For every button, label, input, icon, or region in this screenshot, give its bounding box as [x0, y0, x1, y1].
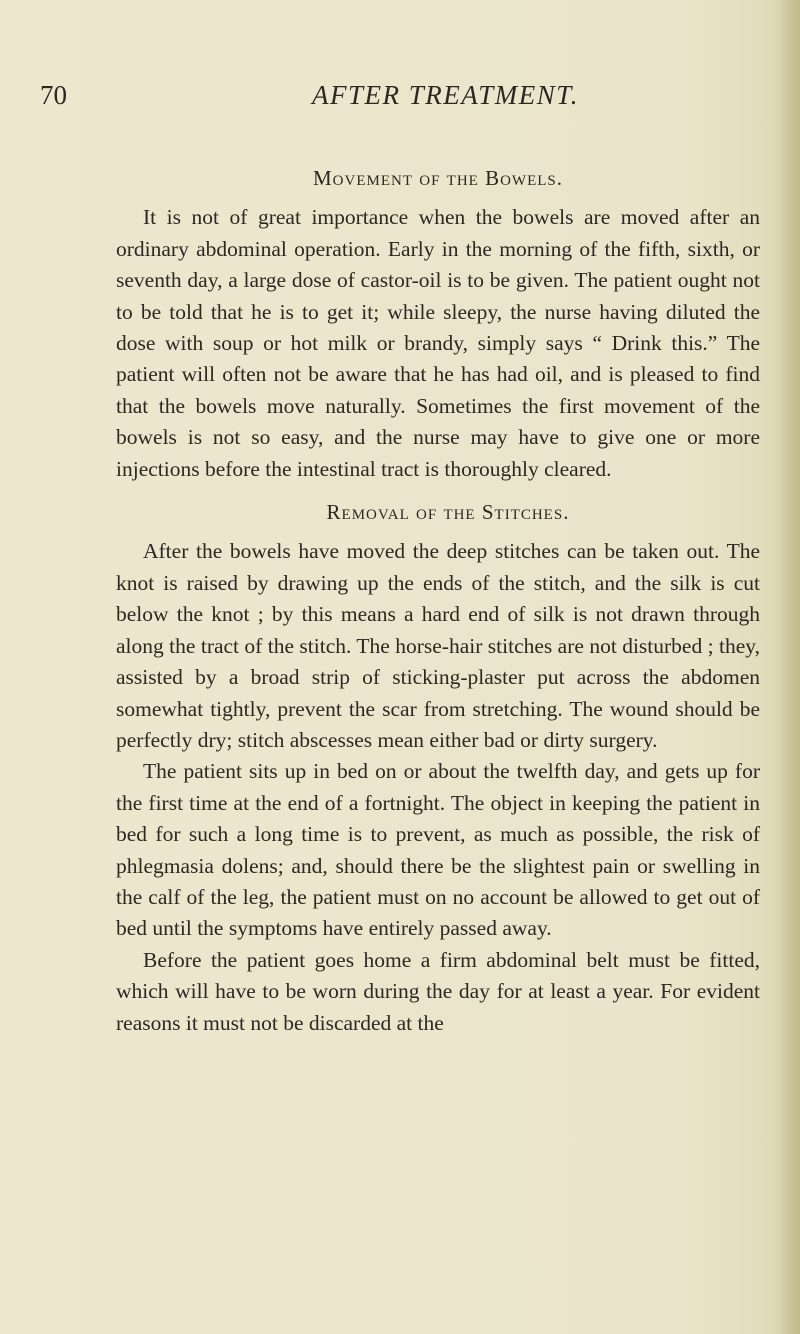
running-title: AFTER TREATMENT.	[312, 80, 579, 110]
section-heading-removal: Removal of the Stitches.	[326, 500, 570, 525]
paragraph-abdominal-belt: Before the patient goes home a firm abdominal belt must be fitted, which will have to be worn during the day for at least a year. For evident reasons it must not be discarded at the	[116, 947, 760, 1035]
running-head	[40, 80, 760, 120]
page-number: 70	[40, 80, 67, 110]
section-heading-movement: Movement of the Bowels.	[313, 166, 563, 190]
page-edge-shading	[778, 0, 800, 1334]
paragraph-movement: It is not of great importance when the bowels are moved after an ordinary abdominal operation. Early in the morning of the fifth, sixth, or seventh day, a large dose of castor-oil is to be given. The patient ought not to be told that he is to get it; while sleepy, the nurse having diluted the dose with soup or hot milk or brandy, simply says “ Drink this.” The patient will often not be aware that he has had oil, and is pleased to find that the bowels move naturally. Sometimes the first movement of the bowels is not so easy, and the nurse may have to give one or more injections before the intestinal tract is thoroughly cleared.	[116, 205, 760, 481]
paragraph-sitting-up: The patient sits up in bed on or about the twelfth day, and gets up for the first time at the end of a fortnight. The object in keeping the patient in bed for such a long time is to prevent, as much as possible, the risk of phlegmasia dolens; and, should there be the slightest pain or swelling in the calf of the leg, the patient must on no account be allowed to get out of bed until the symptoms have entirely passed away.	[116, 759, 760, 941]
paragraph-removal-stitches: After the bowels have moved the deep stitches can be taken out. The knot is raised by drawing up the ends of the stitch, and the silk is cut below the knot ; by this means a hard end of silk is not drawn through along the tract of the stitch. The horse-hair stitches are not disturbed ; they, assisted by a broad strip of sticking-plaster put across the abdomen somewhat tightly, prevent the scar from stretching. The wound should be perfectly dry; stitch abscesses mean either bad or dirty surgery.	[116, 539, 760, 752]
page-body	[116, 163, 760, 1039]
